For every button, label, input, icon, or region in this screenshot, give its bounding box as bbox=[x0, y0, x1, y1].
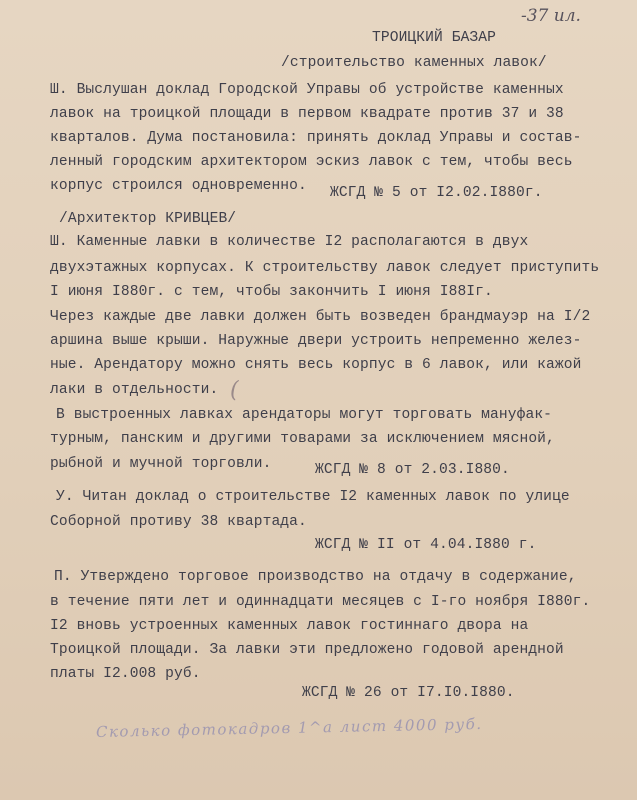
section3-line: В выстроенных лавках арендаторы могут торговать мануфак- bbox=[56, 407, 553, 423]
handwritten-note: Сколько фотокадров 1^а лист 4000 руб. bbox=[95, 714, 483, 741]
section5-reference: ЖСГД № 26 от I7.I0.I880. bbox=[302, 685, 515, 701]
document-title: ТРОИЦКИЙ БАЗАР bbox=[372, 30, 497, 46]
section1-line: ленный городским архитектором эскиз лавок с тем, чтобы весь bbox=[50, 154, 573, 170]
section5-line: в течение пяти лет и одиннадцати месяцев с I-го ноября I880г. bbox=[50, 594, 591, 610]
section1-line: кварталов. Дума постановила: принять доклад Управы и состав- bbox=[50, 130, 582, 146]
section5-line: I2 вновь устроенных каменных лавок гостиннаго двора на bbox=[50, 618, 529, 634]
section1-line: Ш. Выслушан доклад Городской Управы об устройстве каменных bbox=[50, 82, 564, 98]
section1-reference: ЖСГД № 5 от I2.02.I880г. bbox=[330, 185, 543, 201]
section3-line: рыбной и мучной торговли. bbox=[50, 456, 272, 472]
section5-line: платы I2.008 руб. bbox=[50, 666, 201, 682]
section4-line: Соборной противу 38 квартада. bbox=[50, 514, 307, 530]
section3-reference: ЖСГД № 8 от 2.03.I880. bbox=[315, 462, 510, 478]
architect-heading: /Архитектор КРИВЦЕВ/ bbox=[59, 211, 237, 227]
section2-line: Через каждые две лавки должен быть возведен брандмауэр на I/2 bbox=[50, 309, 591, 325]
section3-line: турным, панским и другими товарами за исключением мясной, bbox=[50, 431, 555, 447]
section4-line: У. Читан доклад о строительстве I2 каменных лавок по улице bbox=[56, 489, 570, 505]
section1-line: корпус строился одновременно. bbox=[50, 178, 307, 194]
page-number: -37 ил. bbox=[521, 6, 581, 26]
section5-line: Троицкой площади. За лавки эти предложено годовой арендной bbox=[50, 642, 564, 658]
section1-line: лавок на троицкой площади в первом квадрате против 37 и 38 bbox=[50, 106, 564, 122]
section2-line: двухэтажных корпусах. К строительству лавок следует приступить bbox=[50, 260, 600, 276]
section4-reference: ЖСГД № II от 4.04.I880 г. bbox=[315, 537, 537, 553]
section5-line: П. Утверждено торговое производство на отдачу в содержание, bbox=[54, 569, 577, 585]
section2-line: ные. Арендатору можно снять весь корпус в 6 лавок, или кажой bbox=[50, 357, 582, 373]
section2-line: аршина выше крыши. Наружные двери устроить непременно желез- bbox=[50, 333, 582, 349]
section2-line: лаки в отдельности. bbox=[50, 382, 219, 398]
margin-mark: ( bbox=[230, 378, 239, 403]
document-subtitle: /строительство каменных лавок/ bbox=[281, 55, 547, 71]
section2-line: Ш. Каменные лавки в количестве I2 располагаются в двух bbox=[50, 234, 529, 250]
section2-line: I июня I880г. с тем, чтобы закончить I июня I88Iг. bbox=[50, 284, 493, 300]
